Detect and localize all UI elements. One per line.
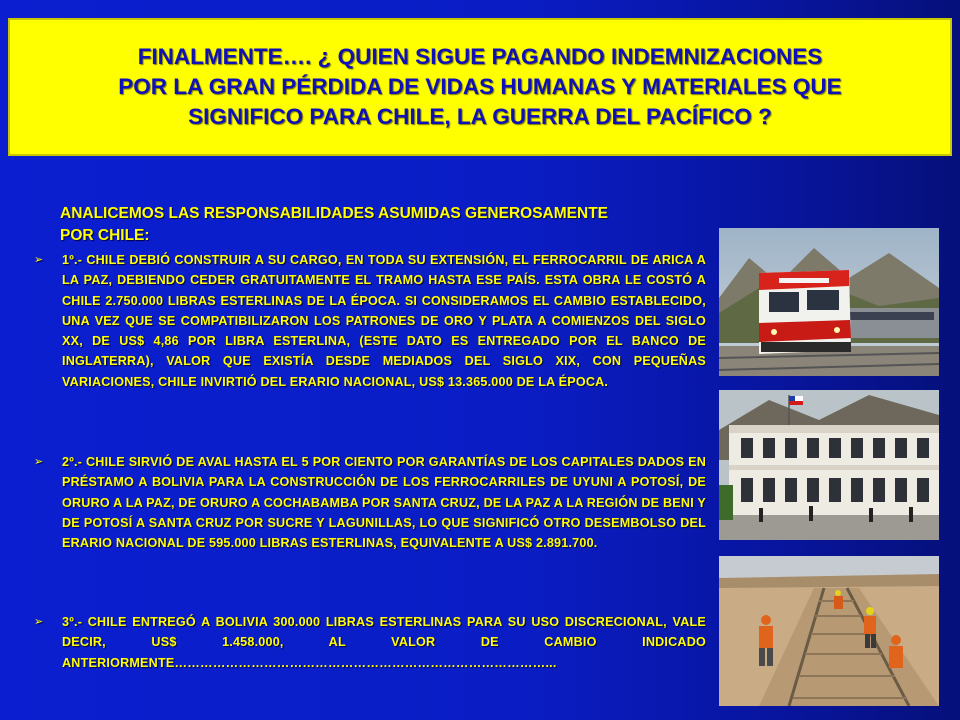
bullet-text-3: 3º.- CHILE ENTREGÓ A BOLIVIA 300.000 LIBRAS ESTERLINAS PARA SU USO DISCRECIONAL, VALE DECIR, US$ 1.458.000, AL VALOR DE CAMBIO INDICADO ANTERIORMENTE……………………………………………………………………………...	[62, 615, 706, 670]
bullet-item-3	[34, 612, 706, 673]
arrow-bullet-icon: ➢	[34, 254, 44, 266]
title-line-3: SIGNIFICO PARA CHILE, LA GUERRA DEL PACÍFICO ?	[188, 104, 772, 129]
arrow-bullet-icon: ➢	[34, 616, 44, 628]
title-line-2: POR LA GRAN PÉRDIDA DE VIDAS HUMANAS Y MATERIALES QUE	[118, 74, 842, 99]
train-photo	[719, 228, 939, 376]
arrow-bullet-icon: ➢	[34, 456, 44, 468]
bullet-text-2: 2º.- CHILE SIRVIÓ DE AVAL HASTA EL 5 POR CIENTO POR GARANTÍAS DE LOS CAPITALES DADOS EN PRÉSTAMO A BOLIVIA PARA LA CONSTRUCCIÓN DE LOS FERROCARRILES DE UYUNI A POTOSÍ, DE ORURO A LA PAZ, DE ORURO A COCHABAMBA POR SANTA CRUZ, DE LA PAZ A LA REGIÓN DE BENI Y DE POTOSÍ A SANTA CRUZ POR SUCRE Y LAGUNILLAS, LO QUE SIGNIFICÓ OTRO DESEMBOLSO DEL ERARIO NACIONAL DE 595.000 LIBRAS ESTERLINAS, EQUIVALENTE A US$ 2.891.700.	[62, 455, 706, 551]
title-box	[8, 18, 952, 156]
bullet-text-1: 1º.- CHILE DEBIÓ CONSTRUIR A SU CARGO, EN TODA SU EXTENSIÓN, EL FERROCARRIL DE ARICA A LA PAZ, DEBIENDO CEDER GRATUITAMENTE EL TRAMO HASTA ESE PAÍS. ESTA OBRA LE COSTÓ A CHILE 2.750.000 LIBRAS ESTERLINAS DE LA ÉPOCA. SI CONSIDERAMOS EL CAMBIO ESTABLECIDO, UNA VEZ QUE SE COMPATIBILIZARON LOS PATRONES DE ORO Y PLATA A COMIENZOS DEL SIGLO XX, DE US$ 4,86 POR LIBRA ESTERLINA, (ESTE DATO ES ENTREGADO POR EL BANCO DE INGLATERRA), VALOR QUE EXISTÍA DESDE MEDIADOS DEL SIGLO XIX, CON PEQUEÑAS VARIACIONES, CHILE INVIRTIÓ DEL ERARIO NACIONAL, US$ 13.365.000 DE LA ÉPOCA.	[62, 253, 706, 389]
railway-workers-photo	[719, 556, 939, 706]
section-heading-line-1: ANALICEMOS LAS RESPONSABILIDADES ASUMIDAS GENEROSAMENTE	[60, 205, 608, 222]
bullet-item-2	[34, 452, 706, 553]
section-heading	[60, 203, 710, 247]
section-heading-line-2: POR CHILE:	[60, 227, 150, 244]
title-line-1: FINALMENTE…. ¿ QUIEN SIGUE PAGANDO INDEMNIZACIONES	[137, 44, 823, 69]
bullet-item-1	[34, 250, 706, 392]
station-building-photo	[719, 390, 939, 540]
